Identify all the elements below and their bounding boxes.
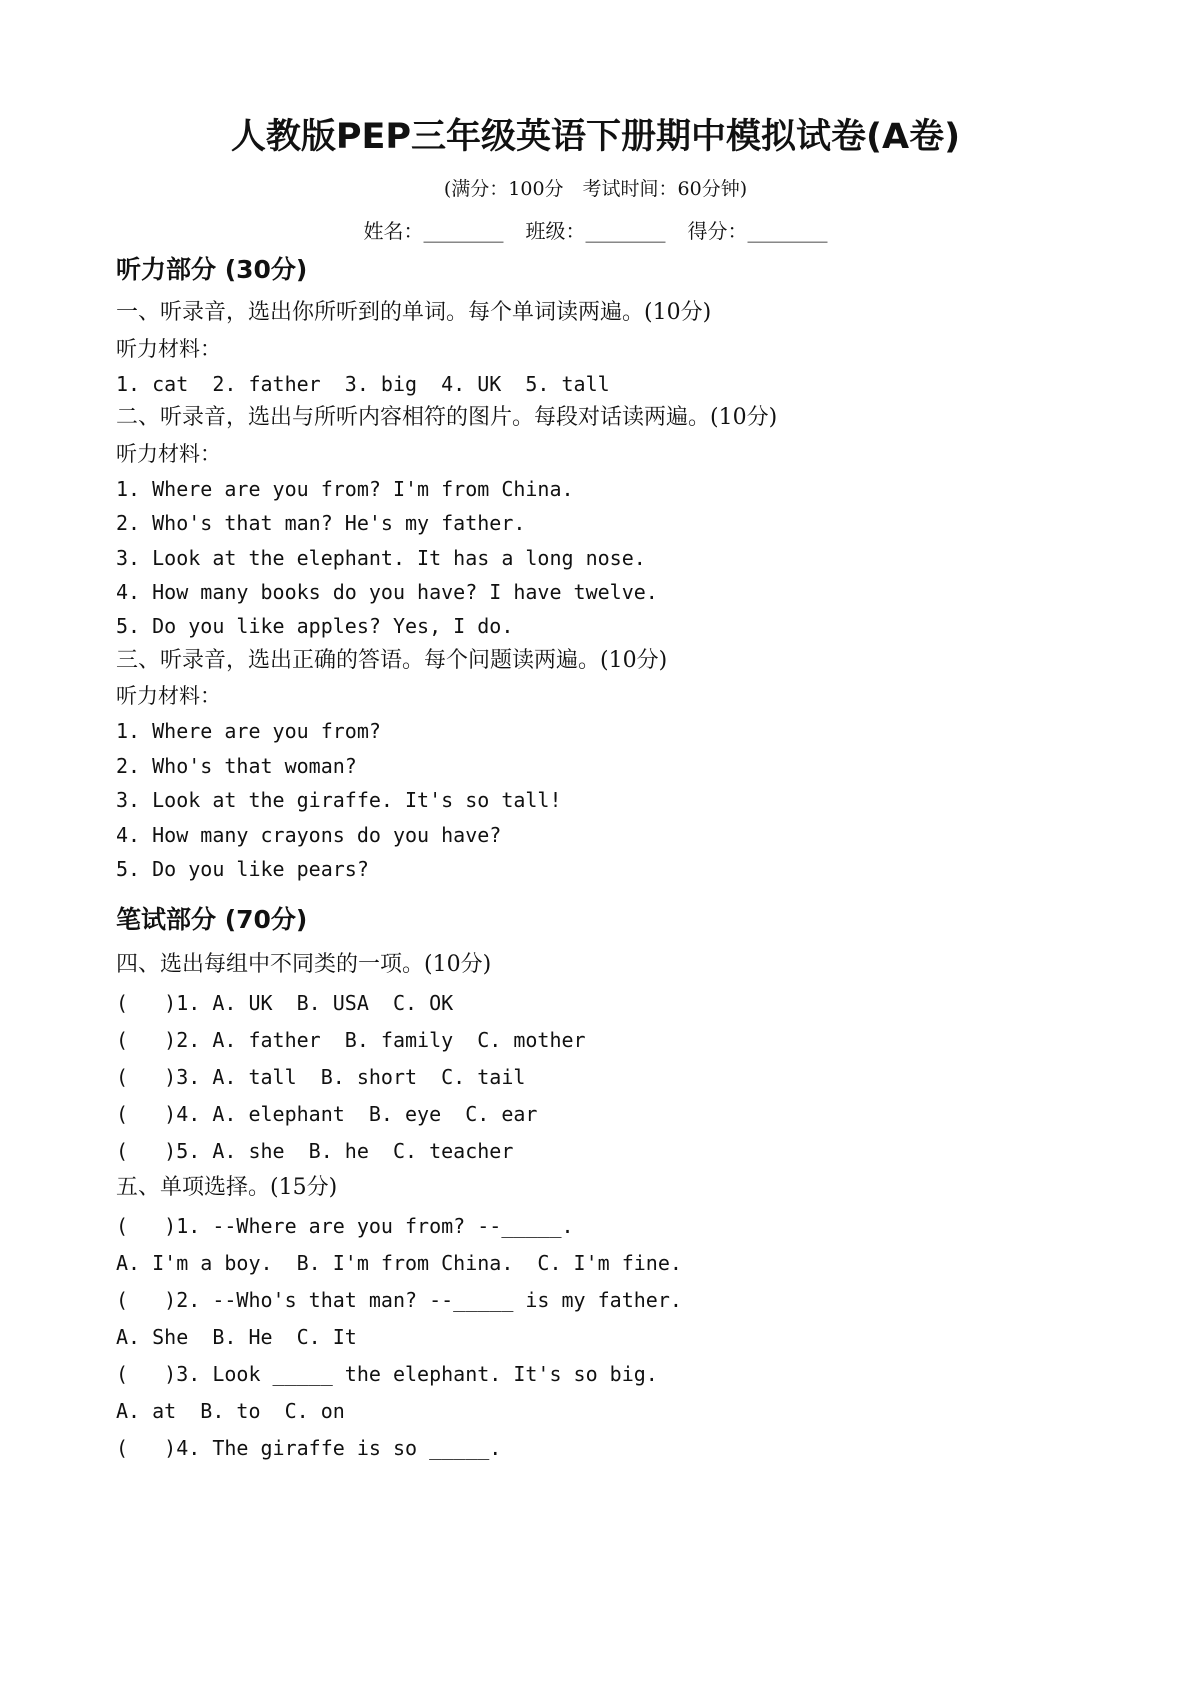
class-field: 班级：________ <box>525 219 666 243</box>
part4-question: 四、选出每组中不同类的一项。(10分) <box>116 952 492 977</box>
list-item: 3. Look at the elephant. It has a long nose. <box>116 546 646 570</box>
exam-subtitle: (满分：100分 考试时间：60分钟) <box>443 178 748 200</box>
part3-material-label: 听力材料： <box>116 684 221 708</box>
exam-title: 人教版PEP三年级英语下册期中模拟试卷(A卷) <box>230 117 961 157</box>
score-field: 得分：________ <box>687 219 828 243</box>
list-item: ( )1. A. UK B. USA C. OK <box>116 991 454 1015</box>
list-item: A. at B. to C. on <box>116 1399 345 1423</box>
list-item: ( )2. --Who's that man? --_____ is my father. <box>116 1288 682 1312</box>
list-item: ( )3. Look _____ the elephant. It's so big. <box>116 1362 658 1386</box>
list-item: 4. How many crayons do you have? <box>116 823 502 847</box>
list-item: 4. How many books do you have? I have twelve. <box>116 580 658 604</box>
written-heading: 笔试部分 (70分) <box>116 905 308 934</box>
list-item: 2. Who's that man? He's my father. <box>116 511 526 535</box>
part2-question: 二、听录音，选出与所听内容相符的图片。每段对话读两遍。(10分) <box>116 405 778 430</box>
list-item: ( )4. A. elephant B. eye C. ear <box>116 1102 538 1126</box>
part5-question: 五、单项选择。(15分) <box>116 1175 338 1200</box>
part2-material-label: 听力材料： <box>116 442 221 466</box>
list-item: ( )4. The giraffe is so _____. <box>116 1436 502 1460</box>
part3-question: 三、听录音，选出正确的答语。每个问题读两遍。(10分) <box>116 648 668 673</box>
list-item: A. I'm a boy. B. I'm from China. C. I'm fine. <box>116 1251 682 1275</box>
list-item: ( )2. A. father B. family C. mother <box>116 1028 586 1052</box>
list-item: 3. Look at the giraffe. It's so tall! <box>116 788 562 812</box>
list-item: 1. Where are you from? <box>116 719 381 743</box>
name-field: 姓名：________ <box>363 219 504 243</box>
list-item: 1. Where are you from? I'm from China. <box>116 477 574 501</box>
list-item: 5. Do you like apples? Yes, I do. <box>116 614 514 638</box>
part1-question: 一、听录音，选出你所听到的单词。每个单词读两遍。(10分) <box>116 300 712 325</box>
list-item: ( )1. --Where are you from? --_____. <box>116 1214 574 1238</box>
student-info <box>0 217 1191 245</box>
part1-items: 1. cat 2. father 3. big 4. UK 5. tall <box>116 372 610 396</box>
list-item: 5. Do you like pears? <box>116 857 369 881</box>
list-item: A. She B. He C. It <box>116 1325 357 1349</box>
list-item: ( )3. A. tall B. short C. tail <box>116 1065 526 1089</box>
part1-material-label: 听力材料： <box>116 337 221 361</box>
list-item: 2. Who's that woman? <box>116 754 357 778</box>
list-item: ( )5. A. she B. he C. teacher <box>116 1139 514 1163</box>
listening-heading: 听力部分 (30分) <box>116 255 308 284</box>
